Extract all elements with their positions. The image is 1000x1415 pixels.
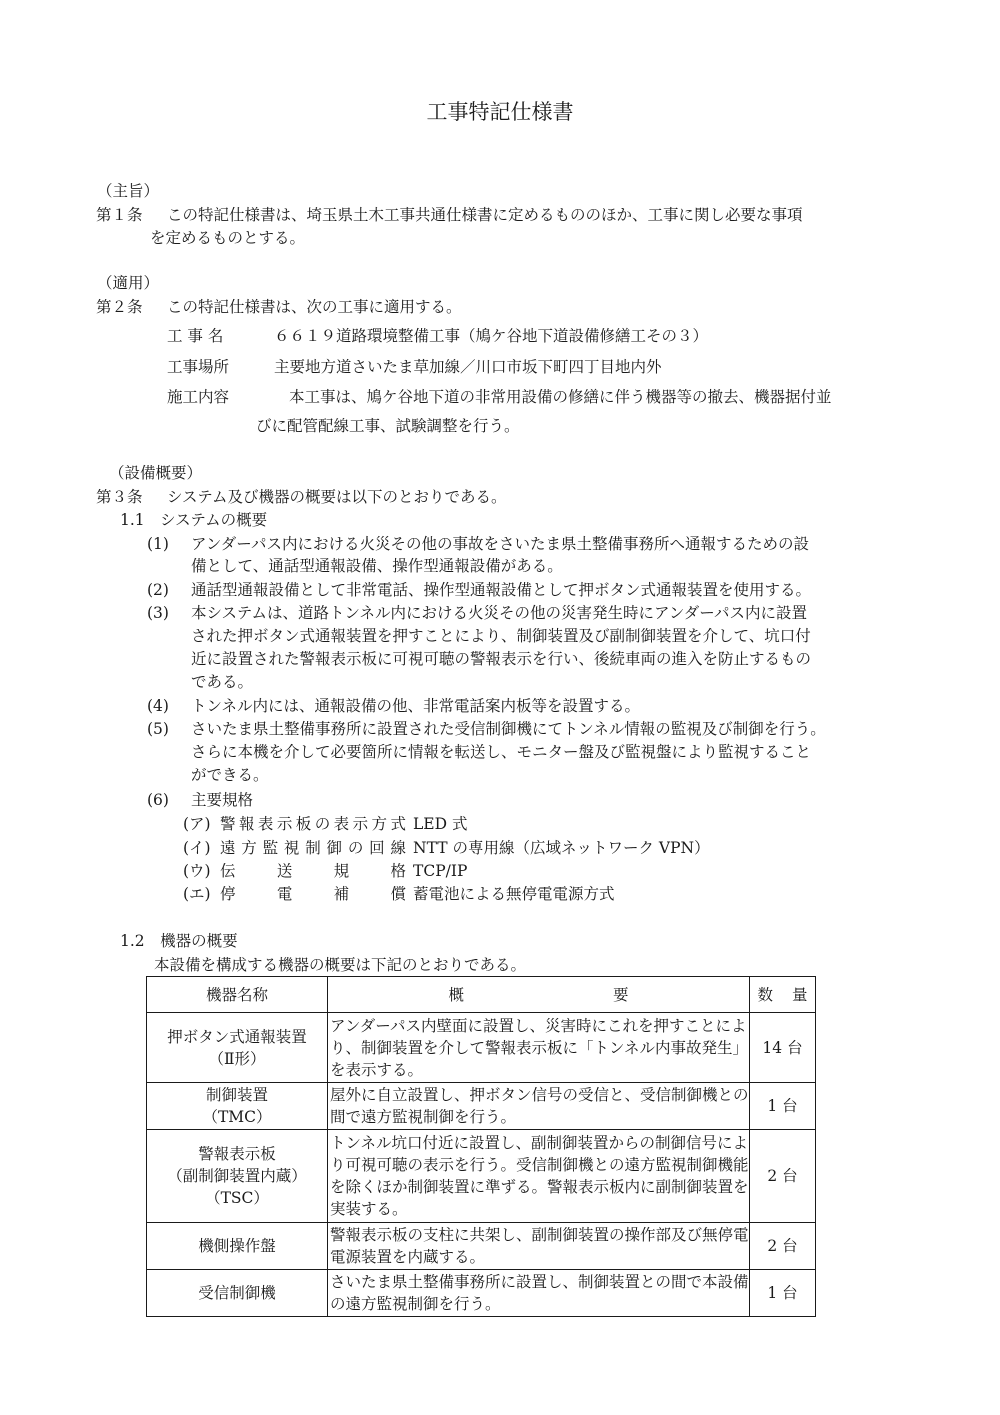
- header-name: 機器名称: [147, 977, 328, 1013]
- point-line: 通話型通報設備として非常電話、操作型通報設備として押ボタン式通報装置を使用する。: [191, 581, 812, 599]
- equip-name-line: 押ボタン式通報装置: [167, 1027, 307, 1046]
- art2-item-key-name: 工 事 名: [167, 327, 224, 345]
- art2-item-value-content: 本工事は、鳩ケ谷地下道の非常用設備の修繕に伴う機器等の撤去、機器据付並: [289, 388, 832, 406]
- spec-key: 警報表示板の表示方式: [220, 815, 406, 833]
- spec-key: 停電補償: [220, 885, 406, 903]
- art2-label: 第２条: [96, 298, 143, 316]
- table-row: [147, 1083, 816, 1130]
- spec-mark: (ウ): [183, 862, 211, 880]
- equip-name-line: （副制御装置内蔵）: [167, 1167, 307, 1185]
- art2-intro: この特記仕様書は、次の工事に適用する。: [167, 298, 462, 316]
- table-row: [147, 1223, 816, 1270]
- equip-name-line: （Ⅱ形）: [208, 1049, 266, 1068]
- header-desc-text: 概要: [448, 985, 629, 1004]
- spec-key: 遠方監視制御の回線: [220, 839, 406, 857]
- section-1-2-title: 1.2 機器の概要: [120, 932, 238, 950]
- point-num: (4): [147, 697, 169, 715]
- art2-heading: （適用）: [97, 274, 160, 292]
- point-line: ができる。: [191, 766, 269, 784]
- equip-name: [147, 1270, 328, 1317]
- point-line: である。: [191, 673, 254, 691]
- table-row: [147, 1270, 816, 1317]
- equip-desc: アンダーパス内壁面に設置し、災害時にこれを押すことにより、制御装置を介して警報表示板に「トンネル内事故発生」を表示する。: [328, 1013, 750, 1083]
- equip-name: [147, 1083, 328, 1130]
- equip-qty: 2 台: [750, 1130, 816, 1223]
- point-num: (1): [147, 535, 169, 553]
- section-1-1-title: 1.1 システムの概要: [120, 511, 268, 529]
- art2-item-value-site: 主要地方道さいたま草加線／川口市坂下町四丁目地内外: [274, 358, 662, 376]
- spec-value: TCP/IP: [413, 862, 468, 880]
- art3-label: 第３条: [96, 488, 143, 506]
- spec-key: 伝送規格: [220, 862, 406, 880]
- equip-qty: 1 台: [750, 1270, 816, 1317]
- point-line: さいたま県土整備事務所に設置された受信制御機にてトンネル情報の監視及び制御を行う。: [191, 720, 826, 738]
- point-num: (2): [147, 581, 169, 599]
- equip-name-line: 警報表示板: [198, 1145, 276, 1163]
- point-line: さらに本機を介して必要箇所に情報を転送し、モニター盤及び監視盤により監視すること: [191, 743, 812, 761]
- art3-heading: （設備概要）: [109, 464, 203, 482]
- art2-item-key-content: 施工内容: [167, 388, 230, 406]
- header-desc: [328, 977, 750, 1013]
- point-line: 備として、通話型通報設備、操作型通報設備がある。: [191, 557, 563, 575]
- point-num: (5): [147, 720, 169, 738]
- equip-name-line: 制御装置: [205, 1086, 268, 1104]
- point-line: された押ボタン式通報装置を押すことにより、制御装置及び副制御装置を介して、坑口付: [191, 627, 811, 645]
- table-row: [147, 1013, 816, 1083]
- equip-name-line: （TSC）: [205, 1189, 269, 1207]
- equip-name: [147, 1223, 328, 1270]
- table-row: [147, 1130, 816, 1223]
- equip-qty: 2 台: [750, 1223, 816, 1270]
- point-line: 本システムは、道路トンネル内における火災その他の災害発生時にアンダーパス内に設置: [191, 604, 807, 622]
- art2-item-key-site: 工事場所: [167, 358, 230, 376]
- equip-desc: 屋外に自立設置し、押ボタン信号の受信と、受信制御機との間で遠方監視制御を行う。: [328, 1083, 750, 1130]
- point-num: (6): [147, 791, 169, 809]
- point-line: 主要規格: [191, 791, 254, 809]
- art1-line2: を定めるものとする。: [150, 229, 306, 247]
- spec-value: NTT の専用線（広域ネットワーク VPN）: [413, 839, 710, 857]
- art2-item-value-name: ６６１９道路環境整備工事（鳩ケ谷地下道設備修繕工その３）: [274, 327, 709, 345]
- equip-qty: 1 台: [750, 1083, 816, 1130]
- art1-label: 第１条: [96, 206, 143, 224]
- equip-qty: 14 台: [750, 1013, 816, 1083]
- spec-value: 蓄電池による無停電電源方式: [413, 885, 615, 903]
- point-line: トンネル内には、通報設備の他、非常電話案内板等を設置する。: [191, 697, 641, 715]
- equipment-table: [146, 976, 816, 1317]
- spec-mark: (イ): [183, 839, 211, 857]
- header-qty: [750, 977, 816, 1013]
- equip-desc: さいたま県土整備事務所に設置し、制御装置との間で本設備の遠方監視制御を行う。: [328, 1270, 750, 1317]
- art1-line1: この特記仕様書は、埼玉県土木工事共通仕様書に定めるもののほか、工事に関し必要な事項: [167, 206, 803, 224]
- equip-desc: トンネル坑口付近に設置し、副制御装置からの制御信号により可視可聴の表示を行う。受信制御機との遠方監視制御機能を除くほか制御装置に準ずる。警報表示板内に副制御装置を実装する。: [328, 1130, 750, 1223]
- art2-item-value-content-cont: びに配管配線工事、試験調整を行う。: [256, 417, 520, 435]
- art1-heading: （主旨）: [97, 182, 160, 200]
- spec-value: LED 式: [413, 815, 468, 833]
- spec-mark: (ア): [183, 815, 211, 833]
- point-line: 近に設置された警報表示板に可視可聴の警報表示を行い、後続車両の進入を防止するもの: [191, 650, 812, 668]
- spec-mark: (エ): [183, 885, 211, 903]
- equip-name-line: （TMC）: [202, 1108, 272, 1126]
- point-line: アンダーパス内における火災その他の事故をさいたま県土整備事務所へ通報するための設: [191, 535, 809, 553]
- point-num: (3): [147, 604, 169, 622]
- document-title: 工事特記仕様書: [426, 100, 574, 124]
- equip-name-line: 受信制御機: [198, 1284, 276, 1302]
- art3-intro: システム及び機器の概要は以下のとおりである。: [167, 488, 507, 506]
- equip-name: [147, 1130, 328, 1223]
- equip-desc: 警報表示板の支柱に共架し、副制御装置の操作部及び無停電電源装置を内蔵する。: [328, 1223, 750, 1270]
- header-qty-text: 数量: [757, 985, 808, 1004]
- section-1-2-intro: 本設備を構成する機器の概要は下記のとおりである。: [154, 956, 527, 974]
- equip-name-line: 機側操作盤: [198, 1237, 276, 1255]
- equip-name: [147, 1013, 328, 1083]
- table-header-row: [147, 977, 816, 1013]
